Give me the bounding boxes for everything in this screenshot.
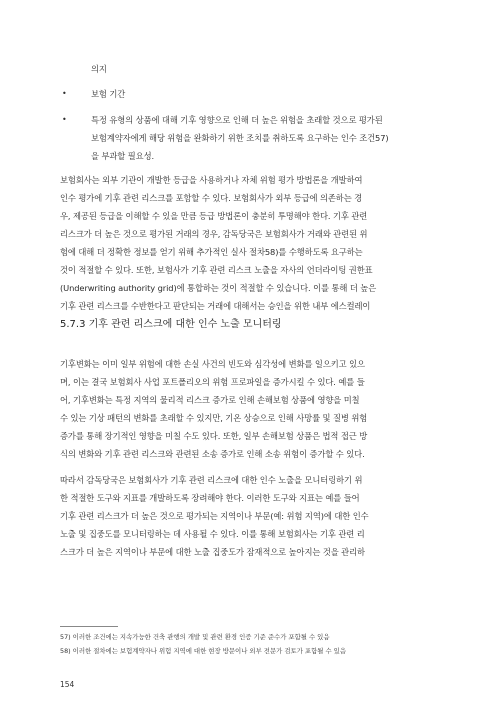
paragraph-line: 우, 제공된 등급을 이해할 수 있을 만큼 등급 방법론이 충분히 투명해야 한다. 기후 관련	[60, 211, 368, 221]
bullet-text: 을 부과할 필요성.	[91, 151, 155, 161]
paragraph-line: 기후 관련 리스크를 수반한다고 판단되는 거래에 대해서는 승인을 위한 내부 에스컬레이	[60, 301, 371, 311]
paragraph-line: 험에 대해 더 정확한 정보를 얻기 위해 추가적인 실사 절차58)를 수행하도록 요구하는	[60, 247, 363, 257]
paragraph-line: 인수 평가에 기후 관련 리스크를 포함할 수 있다. 보험회사가 외부 등급에 의존하는 경	[60, 193, 363, 203]
paragraph-line: 스크가 더 높은 지역이나 부문에 대한 노출 집중도가 잠재적으로 높아지는 것을 관리하	[60, 547, 365, 557]
bullet-marker: •	[62, 89, 67, 98]
paragraph-line: 따라서 감독당국은 보험회사가 기후 관련 리스크에 대한 인수 노출을 모니터링하기 위	[60, 475, 363, 485]
paragraph-line: 어, 기후변화는 특정 지역의 물리적 리스크 증가로 인해 손해보험 상품에 영향을 미칠	[60, 395, 360, 405]
paragraph-line: 한 적절한 도구와 지표를 개발하도록 장려해야 한다. 이러한 도구와 지표는 예를 들어	[60, 493, 360, 503]
page-number: 154	[60, 680, 75, 689]
paragraph-line: 수 있는 기상 패턴의 변화를 초래할 수 있지만, 기온 상승으로 인해 사망률 및 질병 위험	[60, 413, 368, 423]
paragraph-line: 리스크가 더 높은 것으로 평가된 거래의 경우, 감독당국은 보험회사가 거래와 관련된 위	[60, 229, 368, 239]
paragraph-line: 며, 이는 결국 보험회사 사업 포트폴리오의 위험 프로파일을 증가시킬 수 있다. 예를 들	[60, 377, 365, 387]
paragraph-line: 기후변화는 이미 일부 위험에 대한 손실 사건의 빈도와 심각성에 변화를 일으키고 있으	[60, 359, 365, 369]
paragraph-line: 증가를 통해 장기적인 영향을 미칠 수도 있다. 또한, 일부 손해보험 상품은 법적 접근 방	[60, 431, 368, 441]
footnote-58: 58) 이러한 절차에는 보험계약자나 위험 지역에 대한 현장 방문이나 외부 전문가 검토가 포함될 수 있음	[60, 647, 346, 655]
paragraph-line: 보험회사는 외부 기관이 개발한 등급을 사용하거나 자체 위험 평가 방법론을 개발하여	[60, 175, 363, 185]
paragraph-line: 노출 및 집중도를 모니터링하는 데 사용될 수 있다. 이를 통해 보험회사는 기후 관련 리	[60, 529, 365, 539]
top-fragment: 의지	[91, 64, 107, 74]
bullet-marker: •	[62, 115, 67, 124]
paragraph-line: (Underwriting authority grid)에 통합하는 것이 적절할 수 있습니다. 이를 통해 더 높은	[60, 283, 377, 293]
paragraph-line: 것이 적절할 수 있다. 또한, 보험사가 기후 관련 리스크 노출을 자사의 언더라이팅 권한표	[60, 265, 373, 275]
paragraph-line: 기후 관련 리스크가 더 높은 것으로 평가되는 지역이나 부문(예: 위험 지역)에 대한 인수	[60, 511, 369, 521]
footnote-divider	[60, 626, 118, 627]
bullet-text: 보험계약자에게 해당 위험을 완화하기 위한 조치를 취하도록 요구하는 인수 조건57)	[91, 133, 389, 143]
paragraph-line: 식의 변화와 기후 관련 리스크와 관련된 소송 증가로 인해 소송 위험이 증가할 수 있다.	[60, 449, 365, 459]
footnote-57: 57) 이러한 조건에는 지속가능한 건축 관행의 개발 및 관련 환경 인증 기준 준수가 포함될 수 있음	[60, 633, 330, 641]
bullet-text: 특정 유형의 상품에 대해 기후 영향으로 인해 더 높은 위험을 초래할 것으로 평가된	[91, 115, 383, 125]
section-heading: 5.7.3 기후 관련 리스크에 대한 인수 노출 모니터링	[60, 319, 282, 330]
bullet-text: 보험 기간	[91, 89, 126, 99]
